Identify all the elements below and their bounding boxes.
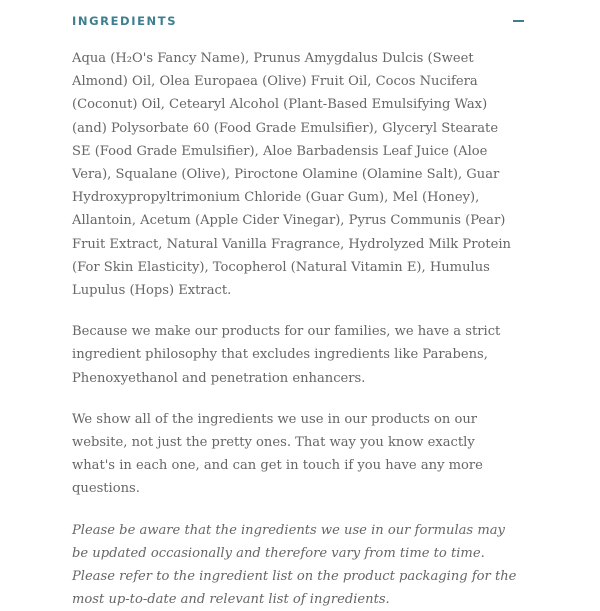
transparency-text: We show all of the ingredients we use in our products on our website, not just the pretty ones. That way you know exactly what's in each one, and can get in touch if you have any more questions. — [72, 411, 483, 497]
accordion-content — [72, 47, 518, 611]
philosophy-text: Because we make our products for our families, we have a strict ingredient philosophy that excludes ingredients like Parabens, Phenoxyethanol and penetration enhancers. — [72, 324, 501, 386]
ingredients-list-text: Aqua (H₂O's Fancy Name), Prunus Amygdalus Dulcis (Sweet Almond) Oil, Olea Europaea (Olive) Fruit Oil, Cocos Nucifera (Coconut) Oil, Cetearyl Alcohol (Plant-Based Emulsifying Wax) (and) Polysorbate 60 (Food Grade Emulsifier), Glyceryl Stearate SE (Food Grade Emulsifier), Aloe Barbadensis Leaf Juice (Aloe Vera), Squalane (Olive), Piroctone Olamine (Olamine Salt), Guar Hydroxypropyltrimonium Chloride (Guar Gum), Mel (Honey), Allantoin, Acetum (Apple Cider Vinegar), Pyrus Communis (Pear) Fruit Extract, Natural Vanilla Fragrance, Hydrolyzed Milk Protein (For Skin Elasticity), Tocopherol (Natural Vitamin E), Humulus Lupulus (Hops) Extract. — [72, 51, 511, 299]
minus-icon[interactable] — [510, 13, 526, 29]
accordion-header[interactable] — [72, 8, 528, 34]
accordion-title: INGREDIENTS — [72, 14, 178, 28]
disclaimer-text: Please be aware that the ingredients we use in our formulas may be updated occasionally and therefore vary from time to time. Please refer to the ingredient list on the product packaging for the most up-to-date and relevant list of ingredients. — [72, 522, 517, 608]
